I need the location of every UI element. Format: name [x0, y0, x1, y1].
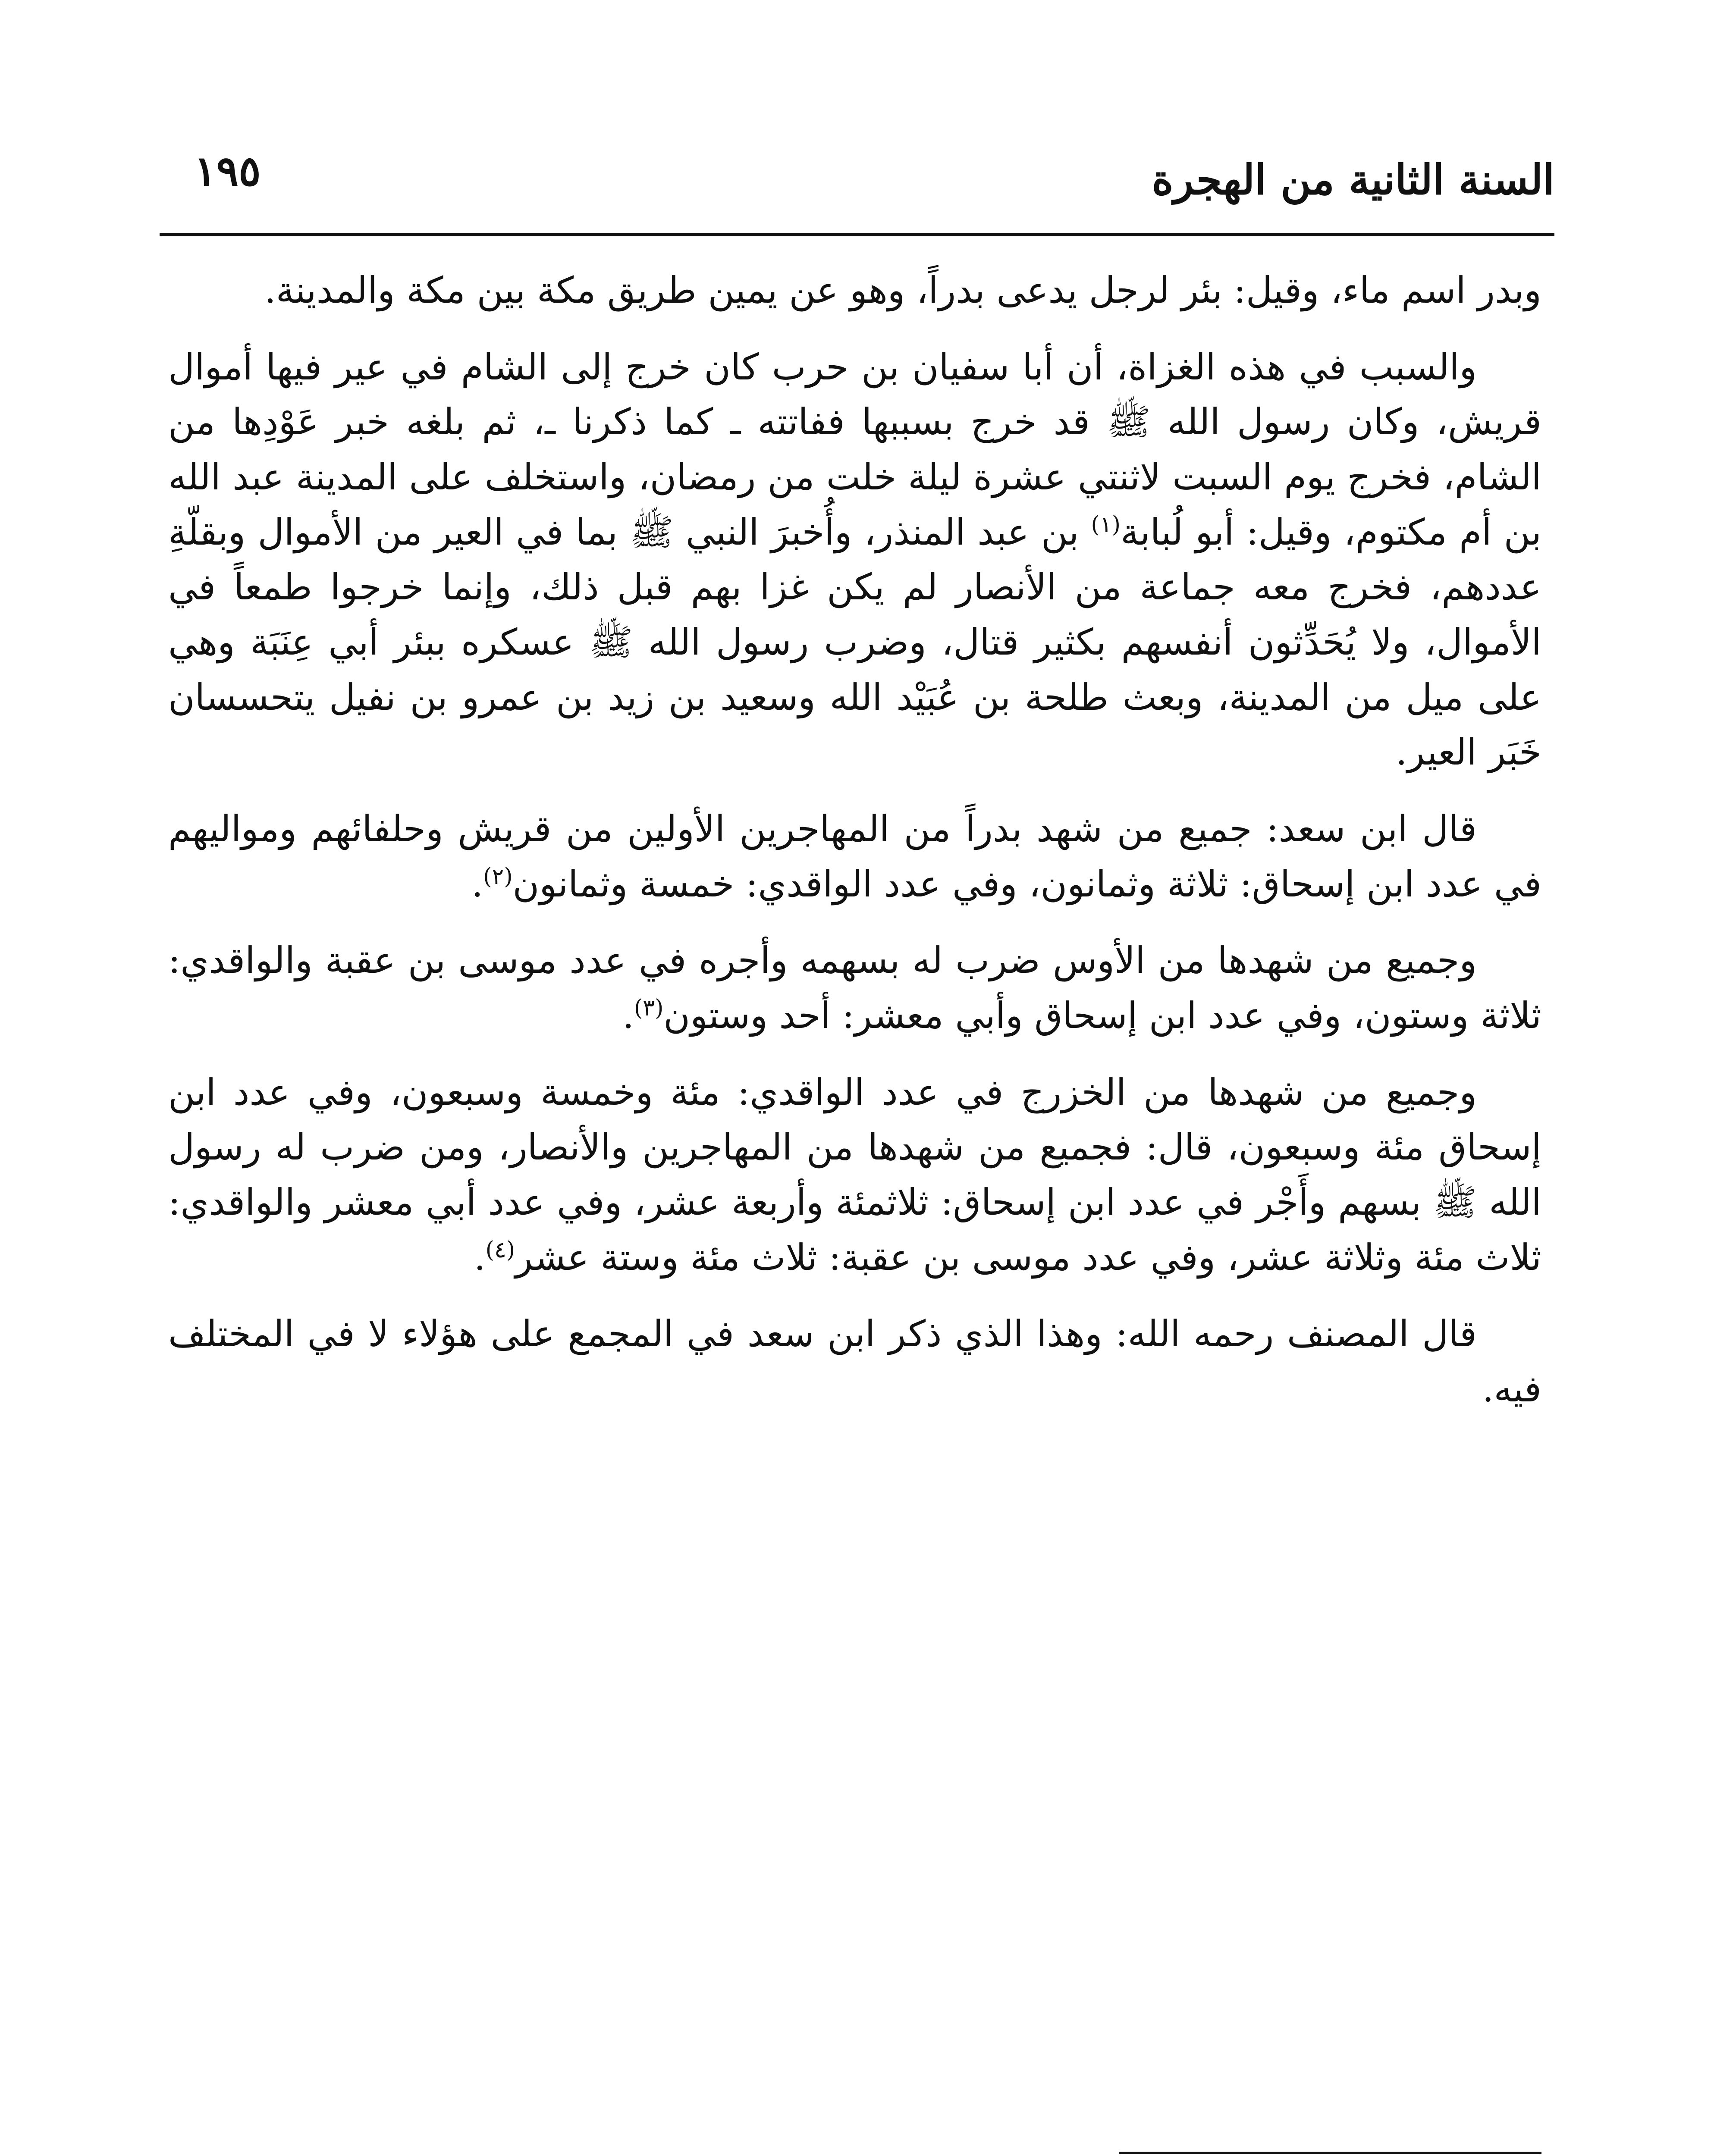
footnote-separator	[1119, 2152, 1541, 2154]
paragraph-badr-definition	[168, 263, 1541, 318]
period: .	[622, 994, 634, 1037]
page-header	[160, 129, 1554, 259]
paragraph-text: وبدر اسم ماء، وقيل: بئر لرجل يدعى بدراً، وهو عن يمين طريق مكة بين مكة والمدينة.	[264, 269, 1541, 311]
paragraph-text: والسبب في هذه الغزاة، أن أبا سفيان بن حرب كان خرج إلى الشام في عير فيها أموال قريش، وكان رسول الله ﷺ قد خرج بسببها ففاتته ـ كما ذكرنا ـ، ثم بلغه خبر عَوْدِها من الشام، فخرج يوم السبت لاثنتي عشرة ليلة خلت من رمضان، واستخلف على المدينة عبد الله بن أم مكتوم، وقيل: أبو لُبابة	[168, 345, 1541, 553]
paragraph-khazraj-count	[168, 1065, 1541, 1285]
paragraph-text-cont: بن عبد المنذر، وأُخبرَ النبي ﷺ بما في العير من الأموال وبقلّةِ عددهم، فخرج معه جماعة من الأنصار لم يكن غزا بهم قبل ذلك، وإنما خرجوا طمعاً في الأموال، ولا يُحَدِّثون أنفسهم بكثير قتال، وضرب رسول الله ﷺ عسكره ببئر أبي عِنَبَة وهي على ميل من المدينة، وبعث طلحة بن عُبَيْد الله وسعيد بن زيد بن عمرو بن نفيل يتحسسان خَبَر العير.	[168, 511, 1541, 774]
period: .	[474, 1236, 486, 1279]
paragraph-text: قال ابن سعد: جميع من شهد بدراً من المهاجرين الأولين من قريش وحلفائهم ومواليهم في عدد ابن إسحاق: ثلاثة وثمانون، وفي عدد الواقدي: خمسة وثمانون	[168, 808, 1541, 905]
paragraph-text: قال المصنف رحمه الله: وهذا الذي ذكر ابن سعد في المجمع على هؤلاء لا في المختلف فيه.	[168, 1313, 1541, 1410]
header-rule	[160, 233, 1554, 236]
paragraph-author-note	[168, 1307, 1541, 1416]
page-number: ١٩٥	[194, 147, 261, 195]
paragraph-aws-count	[168, 933, 1541, 1043]
paragraph-text: وجميع من شهدها من الأوس ضرب له بسهمه وأجره في عدد موسى بن عقبة والواقدي: ثلاثة وستون، وفي عدد ابن إسحاق وأبي معشر: أحد وستون	[168, 939, 1541, 1037]
main-text	[168, 263, 1541, 1438]
paragraph-ibn-saad-muhajirin	[168, 802, 1541, 912]
paragraph-text: وجميع من شهدها من الخزرج في عدد الواقدي: مئة وخمسة وسبعون، وفي عدد ابن إسحاق مئة وسبعون، قال: فجميع من شهدها من المهاجرين والأنصار، ومن ضرب له رسول الله ﷺ بسهم وأَجْر في عدد ابن إسحاق: ثلاثمئة وأربعة عشر، وفي عدد أبي معشر والواقدي: ثلاث مئة وثلاثة عشر، وفي عدد موسى بن عقبة: ثلاث مئة وستة عشر	[168, 1071, 1541, 1279]
footnote-ref-1[interactable]: (١)	[1091, 511, 1121, 538]
period: .	[471, 862, 483, 905]
footnote-ref-2[interactable]: (٢)	[483, 863, 513, 890]
paragraph-cause-of-raid	[168, 340, 1541, 780]
footnote-ref-3[interactable]: (٣)	[634, 995, 664, 1022]
footnote-ref-4[interactable]: (٤)	[485, 1237, 515, 1263]
running-title: السنة الثانية من الهجرة	[1152, 155, 1554, 204]
